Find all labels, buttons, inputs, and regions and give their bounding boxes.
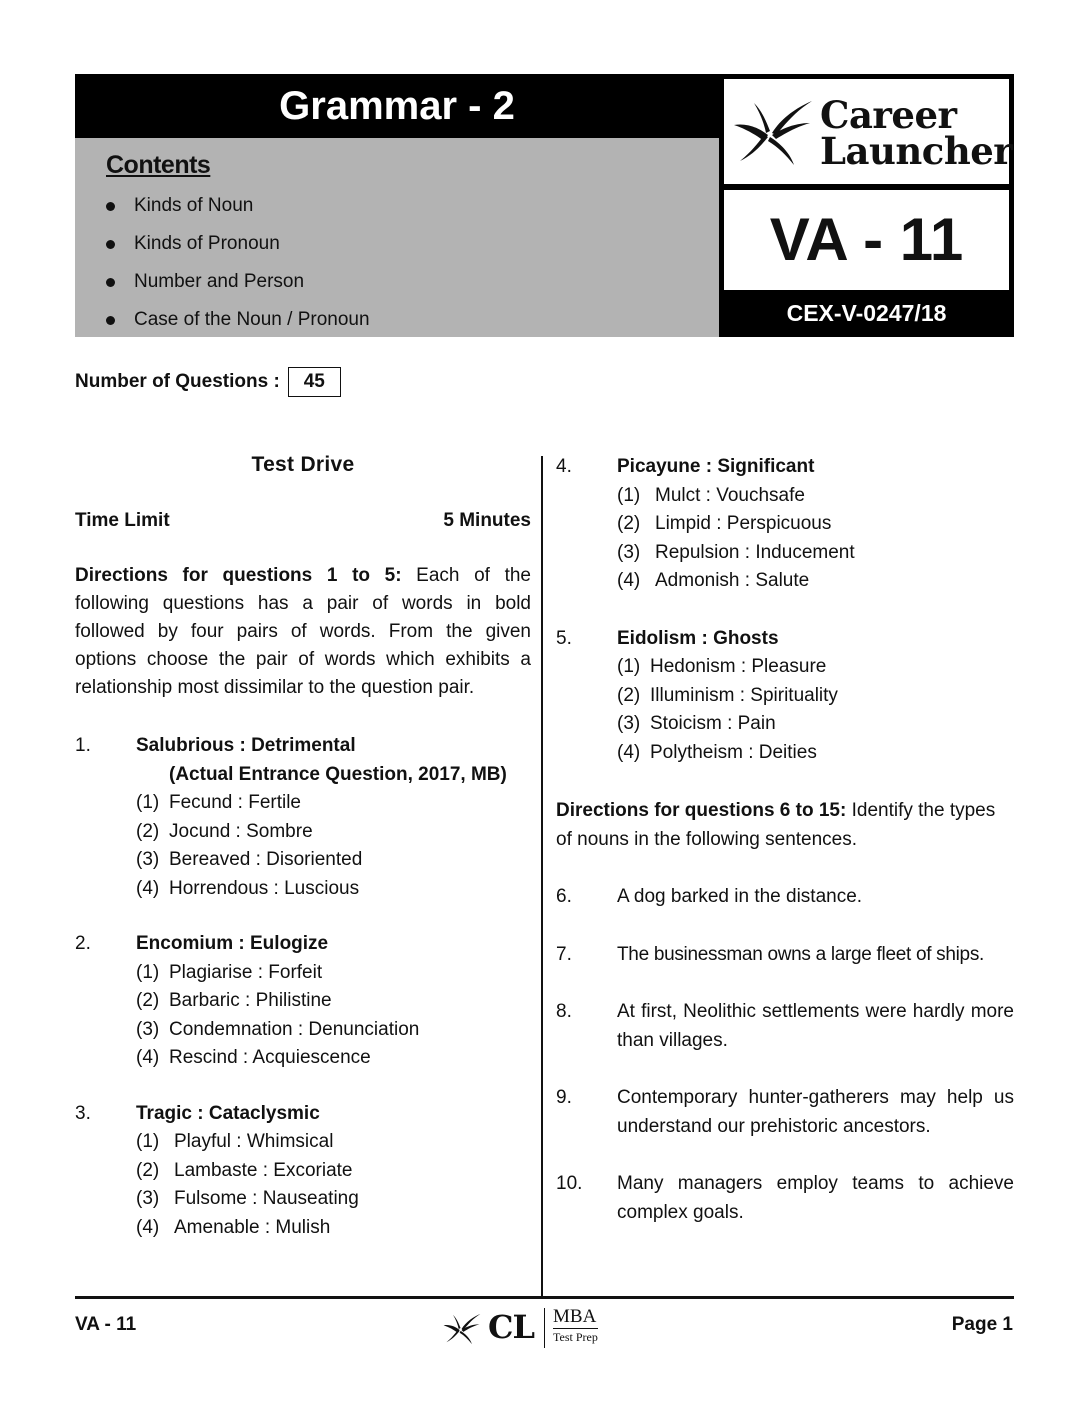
question: 1. Salubrious : Detrimental (Actual Entrance Question, 2017, MB) (1) Fecund : Fertile (2) Jocund : Sombre (3) Bereaved : Disoriented (4) Horrendous : Luscious	[75, 732, 531, 903]
option: (3) Condemnation : Denunciation	[136, 1018, 420, 1040]
question: 4. Picayune : Significant (1) Mulct : Vouchsafe (2) Limpid : Perspicuous (3) Repulsion : Inducement (4) Admonish : Salute	[556, 453, 1014, 596]
option: (3) Bereaved : Disoriented	[136, 849, 363, 870]
bullet-icon	[106, 240, 115, 249]
question: 2. Encomium : Eulogize (1) Plagiarise : Forfeit (2) Barbaric : Philistine (3) Condemnation : Denunciation (4) Rescind : Acquiescence	[75, 930, 531, 1073]
question-pair: Salubrious : Detrimental	[136, 735, 356, 756]
question: 3. Tragic : Cataclysmic (1) Playful : Whimsical (2) Lambaste : Excoriate (3) Fulsome : Nauseating (4) Amenable : Mulish	[75, 1100, 531, 1243]
contents-item: Case of the Noun / Pronoun	[106, 301, 370, 339]
option: (4) Polytheism : Deities	[617, 741, 817, 763]
option: (2) Illuminism : Spirituality	[617, 684, 838, 706]
question: 8. At first, Neolithic settlements were hardly more than villages.	[556, 1001, 1014, 1051]
footer-module-code: VA - 11	[75, 1314, 137, 1335]
header-panel	[75, 74, 719, 337]
page-title: Grammar - 2	[75, 74, 719, 138]
right-column	[556, 450, 1014, 1227]
option: (1) Mulct : Vouchsafe	[617, 484, 805, 506]
question-pair: Encomium : Eulogize	[136, 933, 329, 954]
question: 5. Eidolism : Ghosts (1) Hedonism : Pleasure (2) Illuminism : Spirituality (3) Stoicism : Pain (4) Polytheism : Deities	[556, 625, 1014, 768]
option: (4) Admonish : Salute	[617, 570, 810, 591]
page-number: Page 1	[951, 1314, 1013, 1335]
section-title: Test Drive	[251, 453, 355, 476]
option: (2) Jocund : Sombre	[136, 820, 313, 842]
option: (3) Repulsion : Inducement	[617, 541, 855, 563]
option: (4) Amenable : Mulish	[136, 1216, 331, 1238]
question: 9. Contemporary hunter-gatherers may help us understand our prehistoric ancestors.	[556, 1087, 1014, 1137]
directions: Directions for questions 6 to 15: Identify the types of nouns in the following sentences.	[556, 800, 996, 850]
option: (2) Limpid : Perspicuous	[617, 513, 832, 534]
question-count-box: 45	[288, 367, 341, 397]
option: (4) Horrendous : Luscious	[136, 877, 360, 899]
question-source: (Actual Entrance Question, 2017, MB)	[169, 763, 507, 785]
option: (3) Stoicism : Pain	[617, 713, 776, 734]
time-limit: Time Limit 5 Minutes	[75, 510, 531, 531]
contents-item: Kinds of Noun	[106, 187, 370, 225]
question-pair: Eidolism : Ghosts	[617, 627, 779, 649]
option: (4) Rescind : Acquiescence	[136, 1047, 371, 1068]
cl-mba-logo: CL MBA Test Prep	[440, 1306, 615, 1350]
swirl-logo-icon	[732, 97, 814, 169]
option: (1) Hedonism : Pleasure	[617, 656, 827, 677]
contents-item: Kinds of Pronoun	[106, 225, 370, 263]
swirl-logo-icon	[440, 1312, 484, 1346]
left-column	[75, 450, 531, 1242]
number-of-questions: Number of Questions : 45	[75, 367, 341, 397]
question: 7. The businessman owns a large fleet of ships.	[556, 943, 985, 965]
column-divider	[541, 456, 543, 1296]
option: (2) Barbaric : Philistine	[136, 990, 332, 1011]
option: (1) Plagiarise : Forfeit	[136, 961, 323, 983]
question-pair: Tragic : Cataclysmic	[136, 1102, 320, 1124]
bullet-icon	[106, 202, 115, 211]
bullet-icon	[106, 278, 115, 287]
logo-wordmark: Career Launcher	[820, 93, 1013, 173]
question: 10. Many managers employ teams to achieve complex goals.	[556, 1173, 1014, 1223]
option: (3) Fulsome : Nauseating	[136, 1188, 359, 1209]
option: (2) Lambaste : Excoriate	[136, 1159, 353, 1181]
header-brand-panel	[719, 74, 1014, 337]
footer-rule	[75, 1296, 1014, 1299]
contents-item: Number and Person	[106, 263, 370, 301]
exam-id: CEX-V-0247/18	[786, 300, 947, 326]
contents-list	[106, 187, 370, 339]
question-pair: Picayune : Significant	[617, 456, 815, 477]
module-code: VA - 11	[724, 190, 1009, 290]
career-launcher-logo	[724, 79, 1013, 184]
bullet-icon	[106, 316, 115, 325]
question: 6. A dog barked in the distance.	[556, 886, 863, 907]
option: (1) Playful : Whimsical	[136, 1131, 334, 1152]
option: (1) Fecund : Fertile	[136, 792, 301, 813]
contents-heading: Contents	[106, 151, 211, 179]
directions: Directions for questions 1 to 5: Each of the following questions has a pair of words in bold followed by four pairs of words. From the given options choose the pair of words which exhibits a relationship most dissimilar to the question pair.	[75, 565, 531, 698]
